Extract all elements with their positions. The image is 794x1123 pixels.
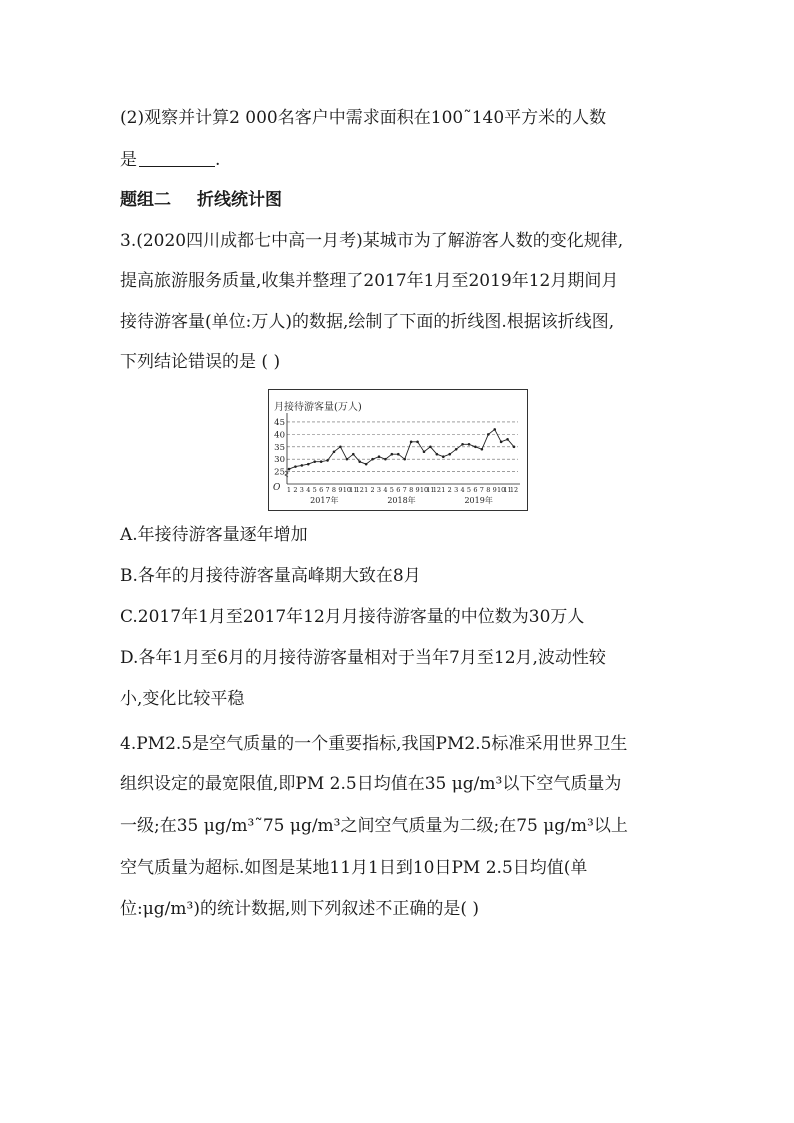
data-point bbox=[339, 445, 342, 448]
x-tick-label: 2 bbox=[293, 486, 298, 494]
data-point bbox=[493, 428, 496, 431]
data-point bbox=[378, 455, 381, 458]
x-tick-label: 6 bbox=[396, 486, 401, 494]
q4-line-2: 组织设定的最宽限值,即PM 2.5日均值在35 μg/m³以下空气质量为 bbox=[120, 774, 622, 794]
x-tick-label: 1 bbox=[364, 486, 369, 494]
data-point bbox=[455, 448, 458, 451]
x-tick-label: 6 bbox=[319, 486, 324, 494]
x-tick-label: 11 bbox=[349, 486, 358, 494]
q3-option-c: C.2017年1月至2017年12月月接待游客量的中位数为30万人 bbox=[120, 607, 585, 627]
data-point bbox=[423, 450, 426, 453]
origin-label: O bbox=[273, 483, 281, 493]
y-tick-label: 35 bbox=[274, 442, 285, 453]
data-point bbox=[320, 460, 323, 463]
x-tick-label: 3 bbox=[299, 486, 304, 494]
data-point bbox=[313, 460, 316, 463]
data-point bbox=[416, 441, 419, 444]
data-point bbox=[307, 463, 310, 466]
answer-blank[interactable] bbox=[139, 150, 215, 167]
x-tick-label: 12 bbox=[355, 486, 364, 494]
q4-line-5: 位:μg/m³)的统计数据,则下列叙述不正确的是( ) bbox=[120, 899, 480, 919]
data-point bbox=[513, 445, 516, 448]
data-point bbox=[294, 465, 297, 468]
q3-option-b: B.各年的月接待游客量高峰期大致在8月 bbox=[120, 566, 421, 586]
data-point bbox=[301, 464, 304, 467]
data-point bbox=[397, 453, 400, 456]
x-tick-label: 10 bbox=[419, 486, 429, 494]
q4-line-4: 空气质量为超标.如图是某地11月1日到10日PM 2.5日均值(单 bbox=[120, 858, 588, 878]
q3-option-d-line-2: 小,变化比较平稳 bbox=[120, 689, 245, 709]
q4-line-1: 4.PM2.5是空气质量的一个重要指标,我国PM2.5标准采用世界卫生 bbox=[120, 734, 628, 754]
data-point bbox=[333, 450, 336, 453]
q2-line-2-prefix: 是 bbox=[120, 150, 137, 170]
data-point bbox=[371, 458, 374, 461]
data-point bbox=[487, 433, 490, 436]
x-tick-label: 9 bbox=[338, 486, 343, 494]
q3-option-a: A.年接待游客量逐年增加 bbox=[120, 525, 308, 545]
data-point bbox=[391, 453, 394, 456]
y-tick-label: 25 bbox=[274, 467, 285, 478]
q2-line-1: (2)观察并计算2 000名客户中需求面积在100˜140平方米的人数 bbox=[120, 108, 607, 128]
data-point bbox=[448, 453, 451, 456]
x-tick-label: 4 bbox=[306, 486, 311, 494]
x-tick-label: 2 bbox=[370, 486, 375, 494]
x-tick-label: 11 bbox=[503, 486, 512, 494]
x-tick-label: 1 bbox=[441, 486, 446, 494]
x-tick-label: 2 bbox=[447, 486, 452, 494]
x-tick-label: 12 bbox=[509, 486, 519, 494]
x-tick-label: 10 bbox=[342, 486, 351, 494]
y-tick-label: 30 bbox=[274, 455, 285, 466]
data-point bbox=[403, 458, 406, 461]
x-tick-label: 4 bbox=[383, 486, 388, 494]
year-label: 2018年 bbox=[387, 496, 416, 505]
visitor-line-chart bbox=[268, 389, 528, 511]
x-tick-label: 8 bbox=[486, 486, 491, 494]
year-label: 2019年 bbox=[464, 496, 493, 505]
q3-line-2: 提高旅游服务质量,收集并整理了2017年1月至2019年12月期间月 bbox=[120, 271, 619, 291]
x-tick-label: 5 bbox=[389, 486, 394, 494]
x-tick-label: 4 bbox=[460, 486, 465, 494]
data-point bbox=[326, 459, 329, 462]
x-tick-label: 8 bbox=[409, 486, 414, 494]
data-point bbox=[358, 460, 361, 463]
data-point bbox=[500, 441, 503, 444]
x-tick-label: 11 bbox=[426, 486, 435, 494]
q3-line-3: 接待游客量(单位:万人)的数据,绘制了下面的折线图.根据该折线图, bbox=[120, 312, 615, 332]
x-tick-label: 7 bbox=[325, 486, 330, 494]
x-tick-label: 9 bbox=[415, 486, 420, 494]
data-point bbox=[481, 448, 484, 451]
data-point bbox=[468, 443, 471, 446]
x-tick-label: 8 bbox=[331, 486, 337, 494]
y-tick-label: 40 bbox=[274, 430, 285, 441]
q4-line-3: 一级;在35 μg/m³˜75 μg/m³之间空气质量为二级;在75 μg/m³以上 bbox=[120, 816, 628, 836]
year-label: 2017年 bbox=[310, 496, 339, 505]
data-point bbox=[442, 455, 445, 458]
x-tick-label: 3 bbox=[454, 486, 459, 494]
section-heading bbox=[120, 189, 282, 211]
section-label: 题组二 bbox=[120, 190, 171, 210]
q3-line-4: 下列结论错误的是 ( ) bbox=[120, 352, 281, 372]
data-point bbox=[346, 458, 349, 461]
data-point bbox=[352, 453, 355, 456]
x-tick-label: 10 bbox=[497, 486, 506, 494]
x-tick-label: 1 bbox=[286, 486, 292, 494]
x-tick-label: 7 bbox=[402, 486, 407, 494]
data-point bbox=[436, 453, 439, 456]
x-tick-label: 12 bbox=[432, 486, 441, 494]
data-point bbox=[288, 468, 291, 471]
x-tick-label: 3 bbox=[376, 486, 382, 494]
x-tick-label: 7 bbox=[479, 486, 484, 494]
data-point bbox=[461, 443, 464, 446]
data-point bbox=[365, 463, 368, 466]
data-point bbox=[474, 445, 477, 448]
q2-line-2-suffix: . bbox=[215, 150, 221, 170]
y-tick-label: 45 bbox=[274, 417, 285, 428]
q3-line-1: 3.(2020四川成都七中高一月考)某城市为了解游客人数的变化规律, bbox=[120, 231, 624, 251]
x-tick-label: 9 bbox=[492, 486, 497, 494]
data-point bbox=[410, 441, 413, 444]
data-point bbox=[384, 458, 387, 461]
data-point bbox=[429, 445, 432, 448]
data-point bbox=[506, 438, 509, 441]
section-title: 折线统计图 bbox=[197, 190, 282, 210]
q2-line-2 bbox=[120, 149, 220, 171]
x-tick-label: 6 bbox=[473, 486, 478, 494]
q3-option-d-line-1: D.各年1月至6月的月接待游客量相对于当年7月至12月,波动性较 bbox=[120, 648, 606, 668]
chart-title: 月接待游客量(万人) bbox=[274, 402, 362, 413]
x-tick-label: 5 bbox=[466, 486, 472, 494]
x-tick-label: 5 bbox=[312, 486, 317, 494]
